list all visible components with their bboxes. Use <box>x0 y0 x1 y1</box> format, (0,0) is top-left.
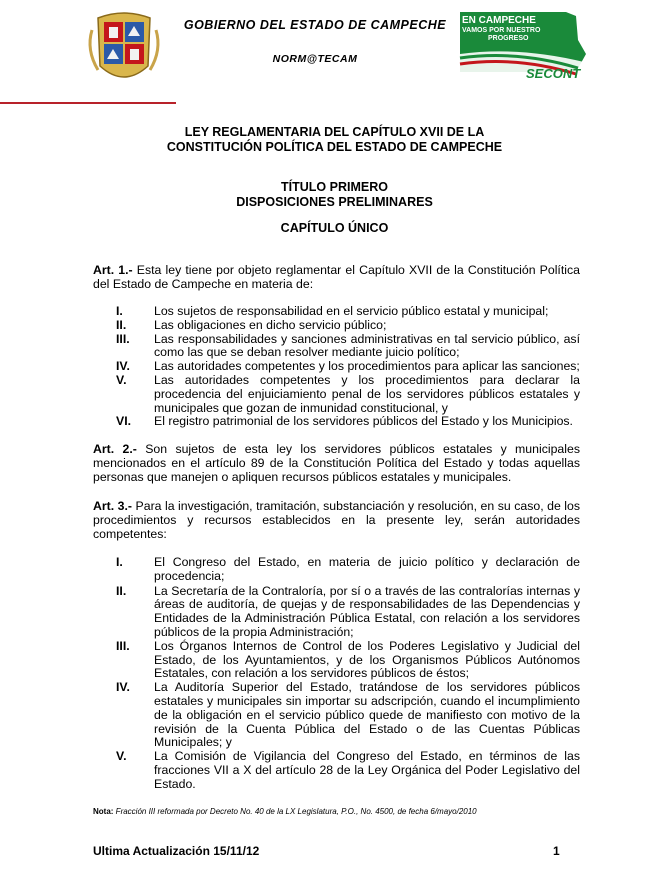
law-title-line2: CONSTITUCIÓN POLÍTICA DEL ESTADO DE CAMPECHE <box>166 140 503 154</box>
item-text: Las obligaciones en dicho servicio público; <box>154 317 387 332</box>
list-item <box>116 681 580 750</box>
secont-slogan-line2: VAMOS POR NUESTRO <box>462 27 541 34</box>
item-text: Las autoridades competentes y los procedimientos para declarar la procedencia del enjuiciamiento penal de los servidores públicos estatales y municipales que gozan de inmunidad constitucional, y <box>154 372 580 415</box>
item-text: Las responsabilidades y sanciones administrativas en tal servicio público, así como las que se deban resolver mediante juicio político; <box>154 331 580 360</box>
item-number: VI. <box>116 414 132 429</box>
item-text: El registro patrimonial de los servidores públicos del Estado y los Municipios. <box>154 414 573 429</box>
item-text: El Congreso del Estado, en materia de juicio político y declaración de procedencia; <box>154 555 580 583</box>
secont-logo <box>458 10 588 82</box>
item-text: Los sujetos de responsabilidad en el servicio público estatal y municipal; <box>154 304 549 318</box>
item-text: La Secretaría de la Contraloría, por sí o a través de las contralorías internas y áreas de auditoría, de quejas y de responsabilidades de las Dependencias y Entidades de la Administración Pública Estatal, con relación a los servidores públicos de la propia Administración; <box>154 583 580 639</box>
item-number: IV. <box>116 680 130 695</box>
article-3-text: Para la investigación, tramitación, substanciación y resolución, en su caso, de los procedimientos y recursos establecidos en la presente ley, serán autoridades competentes: <box>93 499 580 541</box>
item-number: V. <box>116 749 127 764</box>
page-number: 1 <box>553 844 560 858</box>
header-divider <box>0 102 176 104</box>
secont-brand: SECONT <box>526 66 581 81</box>
item-number: II. <box>116 583 127 598</box>
list-item <box>116 585 580 640</box>
article-1-paragraph <box>93 264 580 292</box>
article-2-label: Art. 2.- <box>93 442 137 456</box>
article-3-paragraph <box>93 500 580 541</box>
note-label: Nota: <box>93 807 114 816</box>
titulo-line1: TÍTULO PRIMERO <box>281 180 388 194</box>
list-item <box>116 333 580 361</box>
article-1-list <box>116 305 580 429</box>
item-number: III. <box>116 331 130 346</box>
campeche-coat-of-arms-logo <box>84 10 164 90</box>
titulo-line2: DISPOSICIONES PRELIMINARES <box>236 195 433 209</box>
item-number: II. <box>116 317 127 332</box>
item-number: I. <box>116 555 123 569</box>
item-text: Las autoridades competentes y los procedimientos para aplicar las sanciones; <box>154 359 580 374</box>
secont-slogan-line3: PROGRESO <box>488 35 529 42</box>
amendment-note <box>93 807 477 816</box>
list-item <box>116 640 580 681</box>
article-2-paragraph <box>93 443 580 484</box>
article-3-label: Art. 3.- <box>93 499 133 513</box>
item-text: Los Órganos Internos de Control de los Poderes Legislativo y Judicial del Estado, de los Ayuntamientos, y de los Organismos Públicos Autónomos Estatales, con relación a los servidores públicos de éstos; <box>154 638 580 681</box>
government-header-title: GOBIERNO DEL ESTADO DE CAMPECHE <box>183 18 447 32</box>
article-1-label: Art. 1.- <box>93 263 133 277</box>
item-text: La Auditoría Superior del Estado, tratándose de los servidores públicos estatales y municipales sin importar su adscripción, cuando el incumplimiento de la obligación en el servicio público quede de manifiesto con motivo de la revisión de la Cuenta Pública del Estado o de las Cuentas Públicas Municipales; y <box>154 680 580 750</box>
list-item <box>116 360 580 374</box>
secont-slogan-line1: EN CAMPECHE <box>462 15 536 26</box>
list-item <box>116 319 580 333</box>
article-2-text: Son sujetos de esta ley los servidores públicos estatales y municipales mencionados en el artículo 89 de la Constitución Política del Estado y todas aquellas personas que manejen o apliquen recursos públicos estatales y municipales. <box>93 442 580 484</box>
item-number: V. <box>116 372 127 387</box>
item-text: La Comisión de Vigilancia del Congreso del Estado, en términos de las fracciones VII a X del artículo 28 de la Ley Orgánica del Poder Legislativo del Estado. <box>154 749 580 791</box>
capitulo-heading: CAPÍTULO ÚNICO <box>280 221 389 235</box>
article-3-list <box>116 556 580 792</box>
list-item <box>116 750 580 791</box>
list-item <box>116 305 580 319</box>
item-number: I. <box>116 304 123 318</box>
article-1-text: Esta ley tiene por objeto reglamentar el Capítulo XVII de la Constitución Política del Estado de Campeche en materia de: <box>93 263 580 291</box>
last-update-footer: Ultima Actualización 15/11/12 <box>93 844 260 858</box>
list-item <box>116 415 580 429</box>
note-text: Fracción III reformada por Decreto No. 40 de la LX Legislatura, P.O., No. 4500, de fecha 6/mayo/2010 <box>113 807 477 816</box>
list-item <box>116 374 580 415</box>
item-number: III. <box>116 638 130 653</box>
item-number: IV. <box>116 359 130 374</box>
titulo-heading <box>0 180 669 210</box>
law-title <box>0 125 669 155</box>
law-title-line1: LEY REGLAMENTARIA DEL CAPÍTULO XVII DE LA <box>184 125 485 139</box>
list-item <box>116 556 580 584</box>
normatecam-subtitle: NORM@TECAM <box>272 53 358 65</box>
